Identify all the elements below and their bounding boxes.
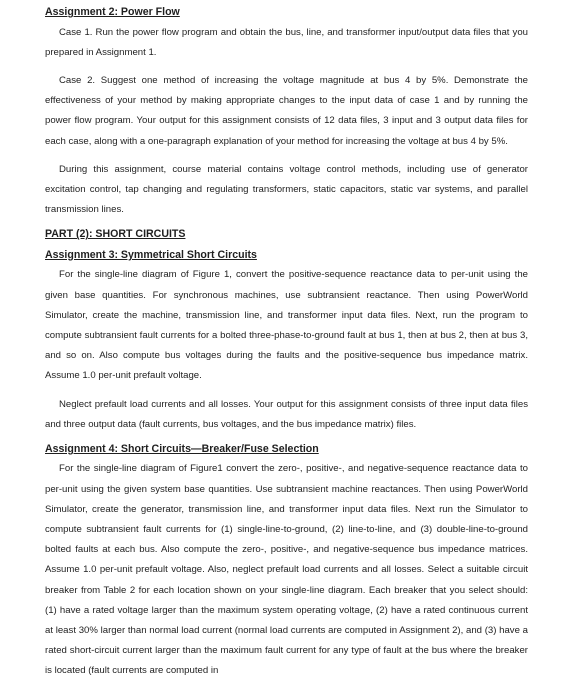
assignment-4-paragraph-1: For the single-line diagram of Figure1 convert the zero-, positive-, and negative-sequence reactance data to per-unit using the given system base quantities. Use subtransient machine reactances. Then using PowerWorld Simulator, create the generator, transmission line, and transformer input data files. Next run the Simulator to compute subtransient fault currents for (1) single-line-to-ground, (2) line-to-line, and (3) double-line-to-ground bolted faults at each bus. Also compute the zero-, positive-, and negative-sequence bus impedance matrices. Assume 1.0 per-unit prefault voltage. Also, neglect prefault load currents and all losses. Select a suitable circuit breaker from Table 2 for each location shown on your single-line diagram. Each breaker that you select should: (1) have a rated voltage larger than the maximum system operating voltage, (2) have a rated continuous current at least 30% larger than normal load current (normal load currents are computed in Assignment 2), and (3) have a rated short-circuit current larger than the maximum fault current for any type of fault at the bus where the breaker is located (fault currents are computed in xyxy=(45,463,528,677)
assignment-3-heading: Assignment 3: Symmetrical Short Circuits xyxy=(45,248,257,261)
assignment-2-heading: Assignment 2: Power Flow xyxy=(45,6,180,18)
assignment-2-case-2: Case 2. Suggest one method of increasing the voltage magnitude at bus 4 by 5%. Demonstrate the effectiveness of your method by making appropriate changes to the input data of case 1 and by running the power flow program. Your output for this assignment consists of 12 data files, 3 input and 3 output data files for each case, along with a one-paragraph explanation of your method for increasing the voltage at bus 4 by 5%. xyxy=(45,74,528,147)
assignment-3-paragraph-1: For the single-line diagram of Figure 1, convert the positive-sequence reactance data to per-unit using the given base quantities. For synchronous machines, use subtransient reactance. Then using PowerWorld Simulator, create the machine, transmission line, and transformer input data files. Next, run the program to compute subtransient fault currents for a bolted three-phase-to-ground fault at bus 1, then at bus 2, then at bus 3, and so on. Also compute bus voltages during the faults and the positive-sequence bus impedance matrix. Assume 1.0 per-unit prefault voltage. xyxy=(45,269,528,382)
assignment-2-case-1: Case 1. Run the power flow program and obtain the bus, line, and transformer input/output data files that you prepared in Assignment 1. xyxy=(45,26,528,58)
assignment-3-paragraph-2: Neglect prefault load currents and all losses. Your output for this assignment consists of three input data files and three output data (fault currents, bus voltages, and the bus impedance matrix) files. xyxy=(45,398,528,430)
assignment-2-note: During this assignment, course material contains voltage control methods, including use of generator excitation control, tap changing and regulating transformers, static capacitors, static var systems, and parallel transmission lines. xyxy=(45,163,528,216)
assignment-4-heading: Assignment 4: Short Circuits—Breaker/Fuse Selection xyxy=(45,442,319,455)
part-2-heading: PART (2): SHORT CIRCUITS xyxy=(45,228,186,241)
